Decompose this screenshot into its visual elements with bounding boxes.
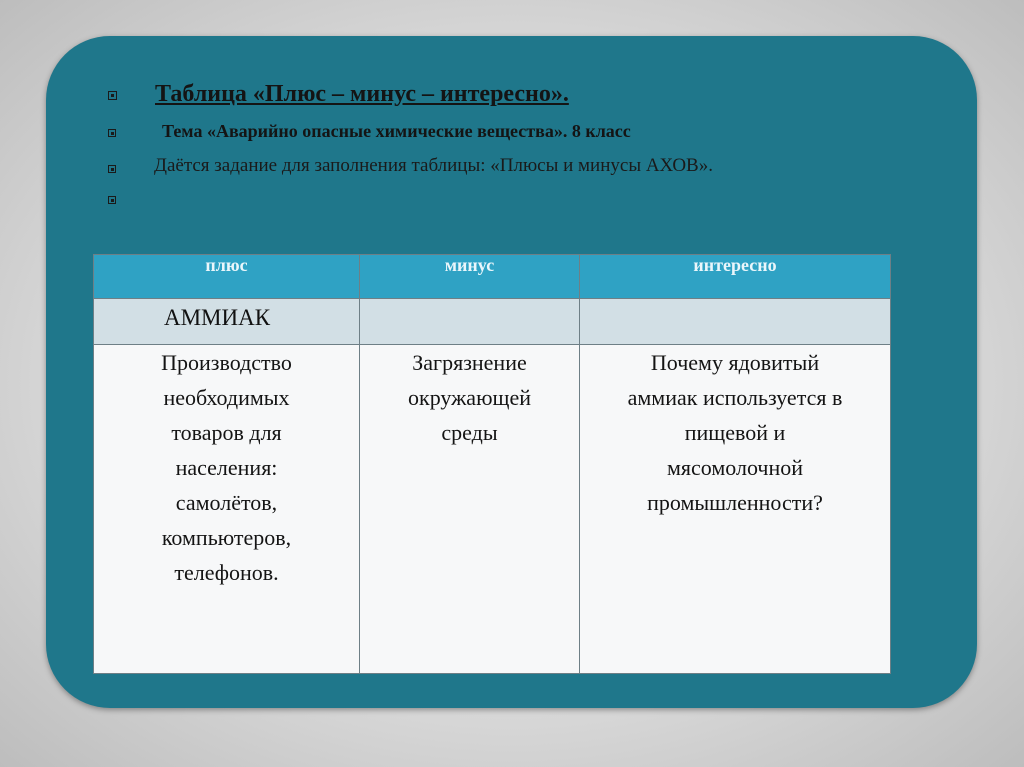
plus-line: населения: (175, 455, 278, 480)
plus-line: телефонов. (174, 560, 279, 585)
bullet-marker-4 (108, 196, 116, 204)
square-bullet-icon (108, 165, 116, 173)
square-bullet-icon (108, 196, 116, 204)
table-row (94, 345, 891, 674)
plus-line: Производство (161, 350, 292, 375)
interesting-line: промышленности? (647, 490, 823, 515)
interesting-line: мясомолочной (666, 455, 804, 480)
plus-line: самолётов, (175, 490, 278, 515)
interesting-cell (580, 345, 891, 674)
interesting-line: аммиак используется в (627, 385, 843, 410)
header-minus: минус (360, 255, 580, 299)
task-line: Даётся задание для заполнения таблицы: «Плюсы и минусы АХОВ». (154, 155, 713, 176)
header-plus: плюс (94, 255, 360, 299)
header-interesting: интересно (580, 255, 891, 299)
table-header-row (94, 255, 891, 299)
plus-line: необходимых (163, 385, 290, 410)
minus-cell (360, 345, 580, 674)
minus-line: Загрязнение (412, 350, 527, 375)
bullet-marker-3 (108, 165, 116, 173)
plus-cell (94, 345, 360, 674)
plus-minus-table (93, 254, 891, 674)
square-bullet-icon (108, 91, 117, 100)
bullet-marker-1 (108, 91, 117, 100)
substance-row (94, 299, 891, 345)
interesting-line: пищевой и (684, 420, 786, 445)
square-bullet-icon (108, 129, 116, 137)
bullet-marker-2 (108, 129, 116, 137)
plus-line: компьютеров, (161, 525, 292, 550)
slide-title: Таблица «Плюс – минус – интересно». (155, 81, 569, 107)
minus-line: среды (441, 420, 498, 445)
substance-cell-minus (360, 299, 580, 345)
substance-name: АММИАК (94, 299, 360, 345)
minus-line: окружающей (408, 385, 531, 410)
plus-line: товаров для (171, 420, 282, 445)
interesting-line: Почему ядовитый (650, 350, 820, 375)
substance-cell-interesting (580, 299, 891, 345)
topic-line: Тема «Аварийно опасные химические вещества». 8 класс (162, 121, 631, 141)
